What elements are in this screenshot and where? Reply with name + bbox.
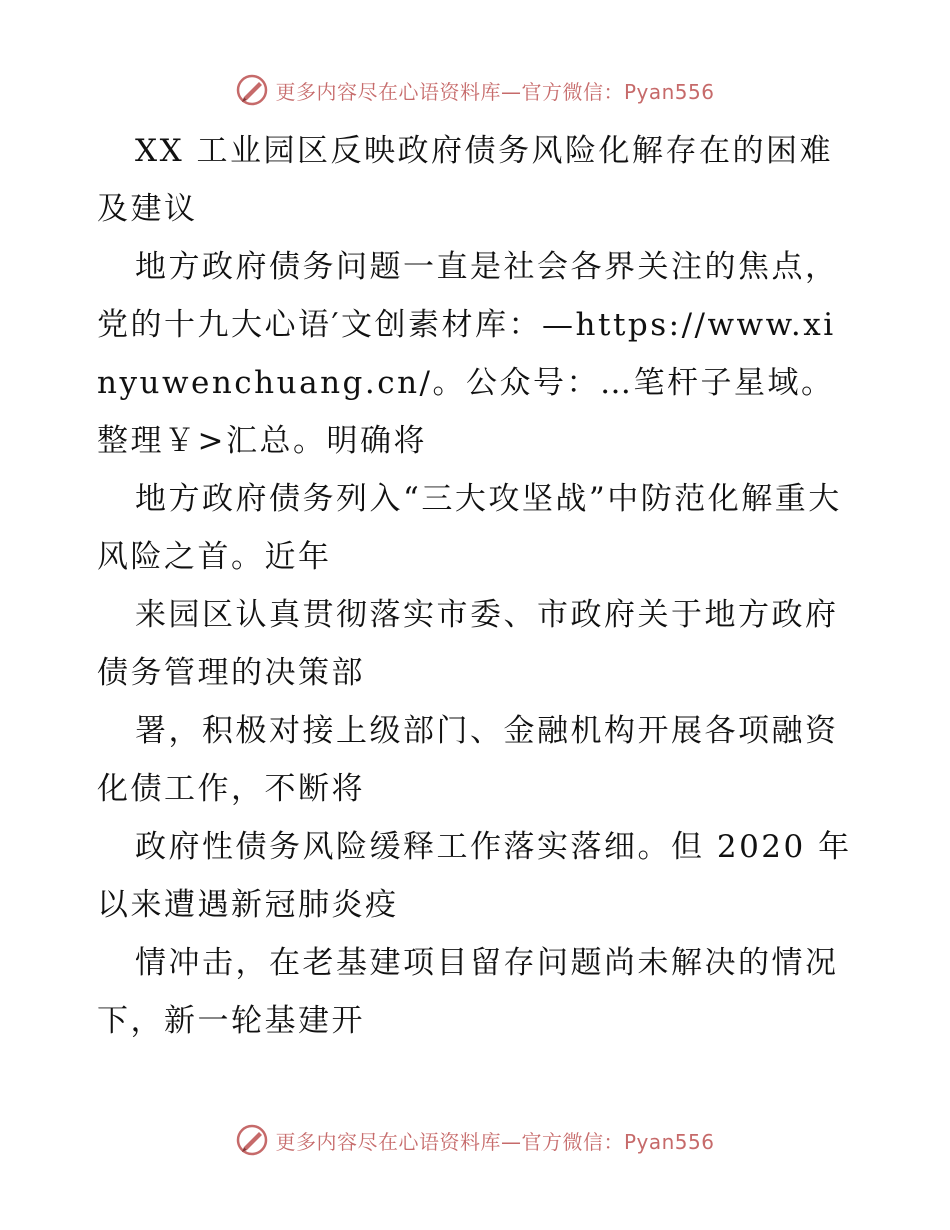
- document-body: [97, 122, 857, 1050]
- paragraph-4: 署，积极对接上级部门、金融机构开展各项融资化债工作，不断将: [97, 713, 839, 807]
- paragraph-1: 地方政府债务问题一直是社会各界关注的焦点，党的十九大心语′文创素材库：—https://www.xinyuwenchuang.cn/。公众号：…笔杆子星域。整理￥>汇总。明确将: [97, 249, 839, 459]
- pen-seal-icon: [235, 1123, 269, 1157]
- header-watermark-banner: [0, 70, 950, 110]
- footer-watermark-text: 更多内容尽在心语资料库—官方微信：Pyan556: [275, 1129, 715, 1154]
- document-title: XX 工业园区反映政府债务风险化解存在的困难及建议: [97, 133, 833, 227]
- paragraph-6: 情冲击，在老基建项目留存问题尚未解决的情况下，新一轮基建开: [97, 945, 839, 1039]
- paragraph-2: 地方政府债务列入“三大攻坚战”中防范化解重大风险之首。近年: [97, 481, 842, 575]
- paragraph-3: 来园区认真贯彻落实市委、市政府关于地方政府债务管理的决策部: [97, 597, 839, 691]
- footer-watermark-banner: [0, 1120, 950, 1160]
- pen-seal-icon: [235, 73, 269, 107]
- paragraph-5: 政府性债务风险缓释工作落实落细。但 2020 年以来遭遇新冠肺炎疫: [97, 829, 852, 923]
- header-watermark-text: 更多内容尽在心语资料库—官方微信：Pyan556: [275, 79, 715, 104]
